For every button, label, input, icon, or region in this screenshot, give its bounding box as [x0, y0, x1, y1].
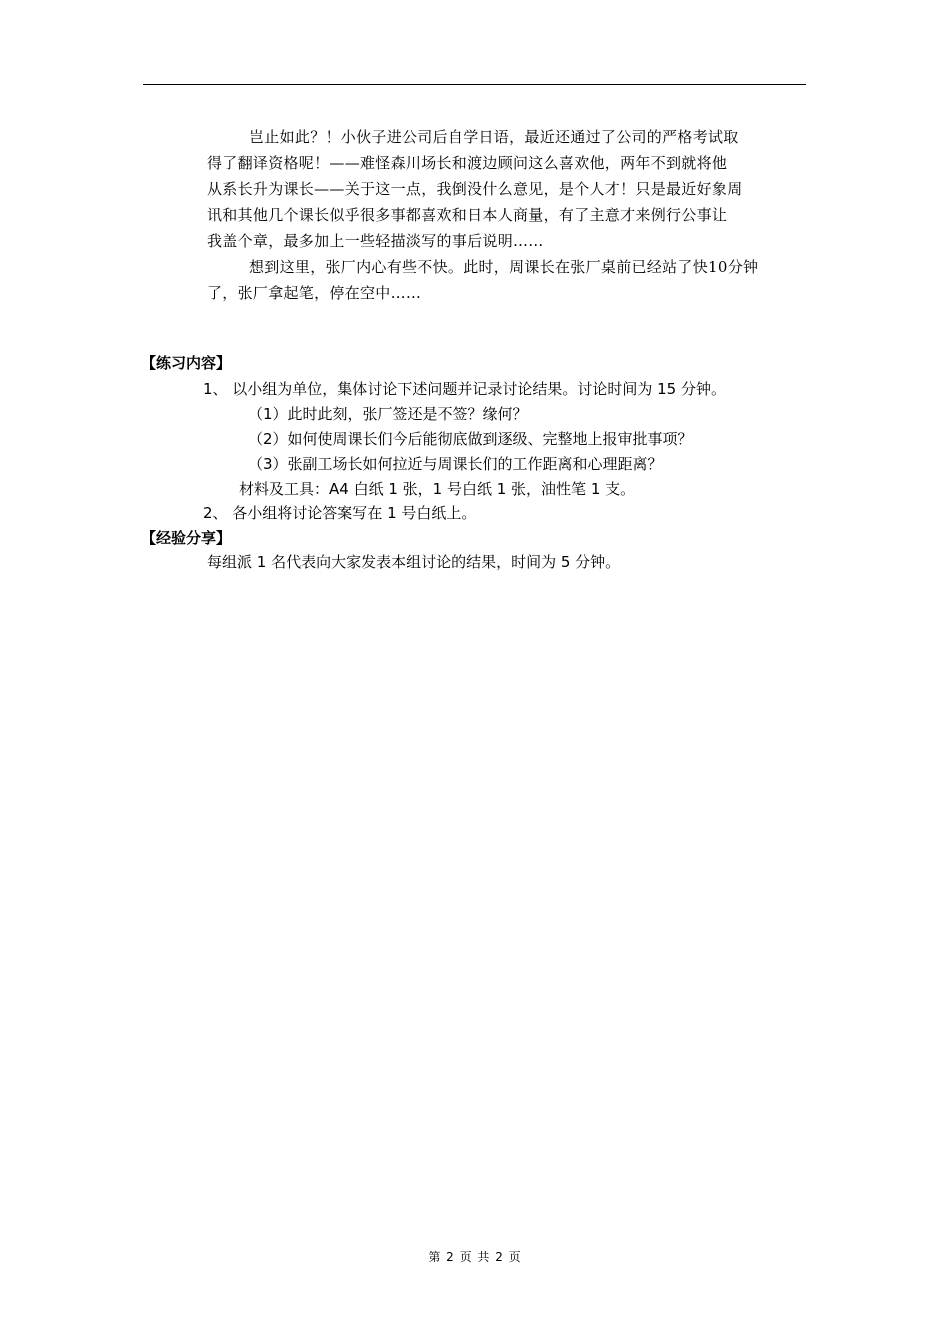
story-text — [207, 124, 797, 306]
share-text: 每组派 1 名代表向大家发表本组讨论的结果，时间为 5 分钟。 — [207, 553, 621, 571]
story-line: 了，张厂拿起笔，停在空中…… — [207, 284, 422, 302]
share-section-title: 【经验分享】 — [141, 529, 232, 547]
practice-section-title: 【练习内容】 — [141, 354, 232, 372]
question-2: （2）如何使周课长们今后能彻底做到逐级、完整地上报审批事项？ — [248, 430, 693, 448]
story-line: 岂止如此？！小伙子进公司后自学日语，最近还通过了公司的严格考试取 — [249, 128, 739, 146]
question-1: （1）此时此刻，张厂签还是不签？缘何？ — [248, 405, 528, 423]
story-line: 想到这里，张厂内心有些不快。此时，周课长在张厂桌前已经站了快10分钟 — [249, 258, 759, 276]
header-rule — [143, 84, 806, 85]
page-number: 第 2 页 共 2 页 — [428, 1250, 522, 1264]
story-paragraph-1 — [207, 124, 797, 254]
materials-line: 材料及工具：A4 白纸 1 张，1 号白纸 1 张，油性笔 1 支。 — [239, 480, 636, 498]
practice-item-1: 1、 以小组为单位，集体讨论下述问题并记录讨论结果。讨论时间为 15 分钟。 — [203, 380, 726, 398]
story-line: 得了翻译资格呢！——难怪森川场长和渡边顾问这么喜欢他，两年不到就将他 — [207, 154, 728, 172]
story-line: 讯和其他几个课长似乎很多事都喜欢和日本人商量，有了主意才来例行公事让 — [207, 206, 728, 224]
story-paragraph-2 — [207, 254, 797, 306]
practice-item-2: 2、 各小组将讨论答案写在 1 号白纸上。 — [203, 504, 477, 522]
story-line: 从系长升为课长——关于这一点，我倒没什么意见，是个人才！只是最近好象周 — [207, 180, 743, 198]
question-3: （3）张副工场长如何拉近与周课长们的工作距离和心理距离？ — [248, 455, 663, 473]
story-line: 我盖个章，最多加上一些轻描淡写的事后说明…… — [207, 232, 544, 250]
